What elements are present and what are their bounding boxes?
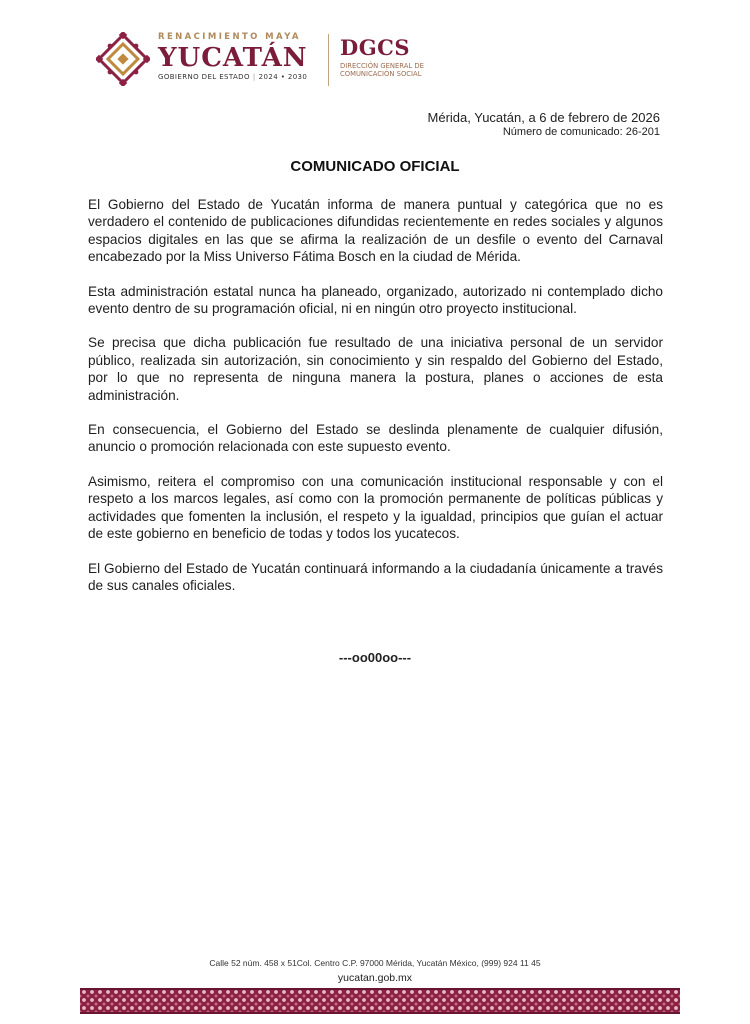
- brand-subtitle-left: GOBIERNO DEL ESTADO: [158, 73, 250, 81]
- paragraph: Asimismo, reitera el compromiso con una comunicación institucional responsable y con el respeto a los marcos legales, así como con la promoción permanente de políticas públicas y actividades que fomenten la inclusión, el respeto y la igualdad, principios que guían el actuar de este gobierno en beneficio de todas y todos los yucatecos.: [88, 473, 663, 542]
- dgcs-name: DGCS: [340, 35, 411, 60]
- letterhead: [96, 28, 426, 92]
- dgcs-subtitle-2: COMUNICACIÓN SOCIAL: [340, 70, 422, 78]
- footer-url[interactable]: yucatan.gob.mx: [337, 972, 413, 984]
- brand-subtitle: GOBIERNO DEL ESTADO | 2024 • 2030: [158, 73, 308, 81]
- comunicado-number: Número de comunicado: 26-201: [502, 126, 660, 138]
- closing-mark: ---oo00oo---: [338, 650, 412, 665]
- paragraph: Se precisa que dicha publicación fue resultado de una iniciativa personal de un servidor público, realizada sin autorización, sin conocimiento y sin respaldo del Gobierno del Estado, por lo que no representa de ninguna manera la postura, planes o acciones de esta administración.: [88, 335, 663, 403]
- header-divider: [328, 34, 329, 86]
- dateline: Mérida, Yucatán, a 6 de febrero de 2026: [427, 110, 660, 125]
- dgcs-subtitle-1: DIRECCIÓN GENERAL DE: [340, 62, 424, 70]
- brand-subtitle-right: 2024 • 2030: [258, 73, 308, 81]
- paragraph: En consecuencia, el Gobierno del Estado se deslinda plenamente de cualquier difusión, anuncio o promoción relacionada con este supuesto evento.: [88, 422, 663, 455]
- brand-tagline: RENACIMIENTO MAYA: [158, 32, 301, 42]
- paragraph: El Gobierno del Estado de Yucatán continuará informando a la ciudadanía únicamente a través de sus canales oficiales.: [88, 560, 663, 593]
- paragraph: El Gobierno del Estado de Yucatán informa de manera puntual y categórica que no es verdadero el contenido de publicaciones difundidas recientemente en redes sociales y algunos espacios digitales en las que se afirma la realización de un desfile o evento del Carnaval encabezado por la Miss Universo Fátima Bosch en la ciudad de Mérida.: [88, 197, 663, 265]
- document-body: [88, 196, 663, 611]
- brand-name: YUCATÁN: [158, 43, 308, 73]
- dgcs-block: [340, 36, 450, 78]
- footer-pattern-band: [80, 988, 680, 1014]
- yucatan-emblem-icon: [96, 32, 150, 86]
- paragraph: Esta administración estatal nunca ha planeado, organizado, autorizado ni contemplado dicho evento dentro de su programación oficial, ni en ningún otro proyecto institucional.: [88, 283, 663, 317]
- footer-address: Calle 52 núm. 458 x 51Col. Centro C.P. 97000 Mérida, Yucatán México, (999) 924 11 45: [209, 958, 541, 968]
- document-title: COMUNICADO OFICIAL: [290, 158, 460, 175]
